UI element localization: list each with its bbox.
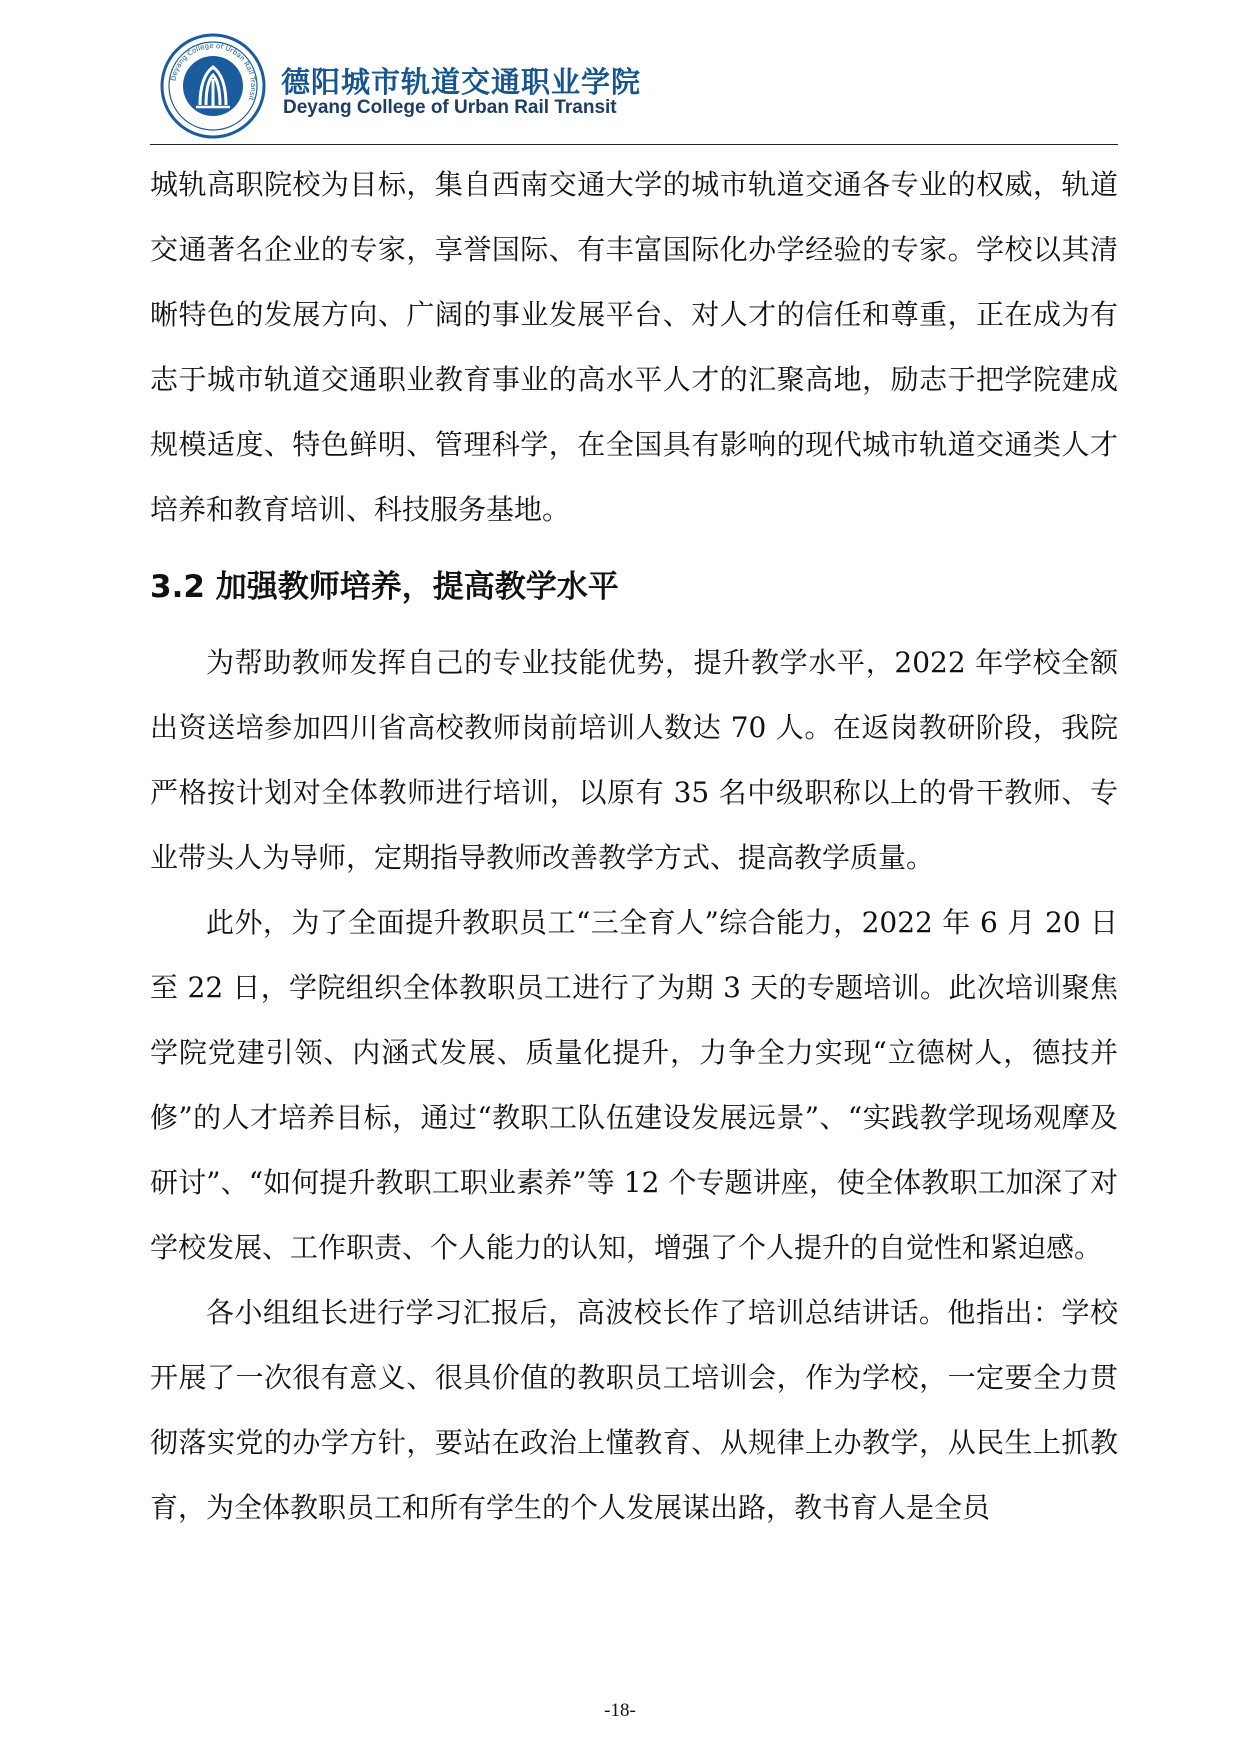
section-heading: 3.2 加强教师培养，提高教学水平 xyxy=(150,569,619,605)
header-divider xyxy=(150,144,1118,145)
body-paragraph: 此外，为了全面提升教职员工“三全育人”综合能力，2022 年 6 月 20 日至 22 日，学院组织全体教职员工进行了为期 3 天的专题培训。此次培训聚焦学院党建引领、内涵式发展、质量化提升，力争全力实现“立德树人，德技并修”的人才培养目标，通过“教职工队伍建设发展远景”、“实践教学现场观摩及研讨”、“如何提升教职工职业素养”等 12 个专题讲座，使全体教职工加深了对学校发展、工作职责、个人能力的认知，增强了个人提升的自觉性和紧迫感。 xyxy=(150,906,1118,1264)
college-logo-icon xyxy=(160,33,266,139)
body-paragraph: 为帮助教师发挥自己的专业技能优势，提升教学水平，2022 年学校全额出资送培参加四川省高校教师岗前培训人数达 70 人。在返岗教研阶段，我院严格按计划对全体教师进行培训，以原有 35 名中级职称以上的骨干教师、专业带头人为导师，定期指导教师改善教学方式、提高教学质量。 xyxy=(150,646,1118,874)
page-number: -18- xyxy=(604,1700,636,1721)
page-header xyxy=(150,30,1118,145)
school-name-english: Deyang College of Urban Rail Transit xyxy=(283,97,617,118)
logo-ring-text: Deyang College of Urban Rail Transit xyxy=(169,41,258,102)
document-body xyxy=(150,152,1118,1540)
body-paragraph: 城轨高职院校为目标，集自西南交通大学的城市轨道交通各专业的权威，轨道交通著名企业的专家，享誉国际、有丰富国际化办学经验的专家。学校以其清晰特色的发展方向、广阔的事业发展平台、对人才的信任和尊重，正在成为有志于城市轨道交通职业教育事业的高水平人才的汇聚高地，励志于把学院建成规模适度、特色鲜明、管理科学，在全国具有影响的现代城市轨道交通类人才培养和教育培训、科技服务基地。 xyxy=(150,168,1118,526)
school-name-chinese: 德阳城市轨道交通职业学院 xyxy=(281,65,642,99)
body-paragraph: 各小组组长进行学习汇报后，高波校长作了培训总结讲话。他指出：学校开展了一次很有意义、很具价值的教职员工培训会，作为学校，一定要全力贯彻落实党的办学方针，要站在政治上懂教育、从规律上办教学，从民生上抓教育，为全体教职员工和所有学生的个人发展谋出路，教书育人是全员 xyxy=(150,1296,1118,1524)
